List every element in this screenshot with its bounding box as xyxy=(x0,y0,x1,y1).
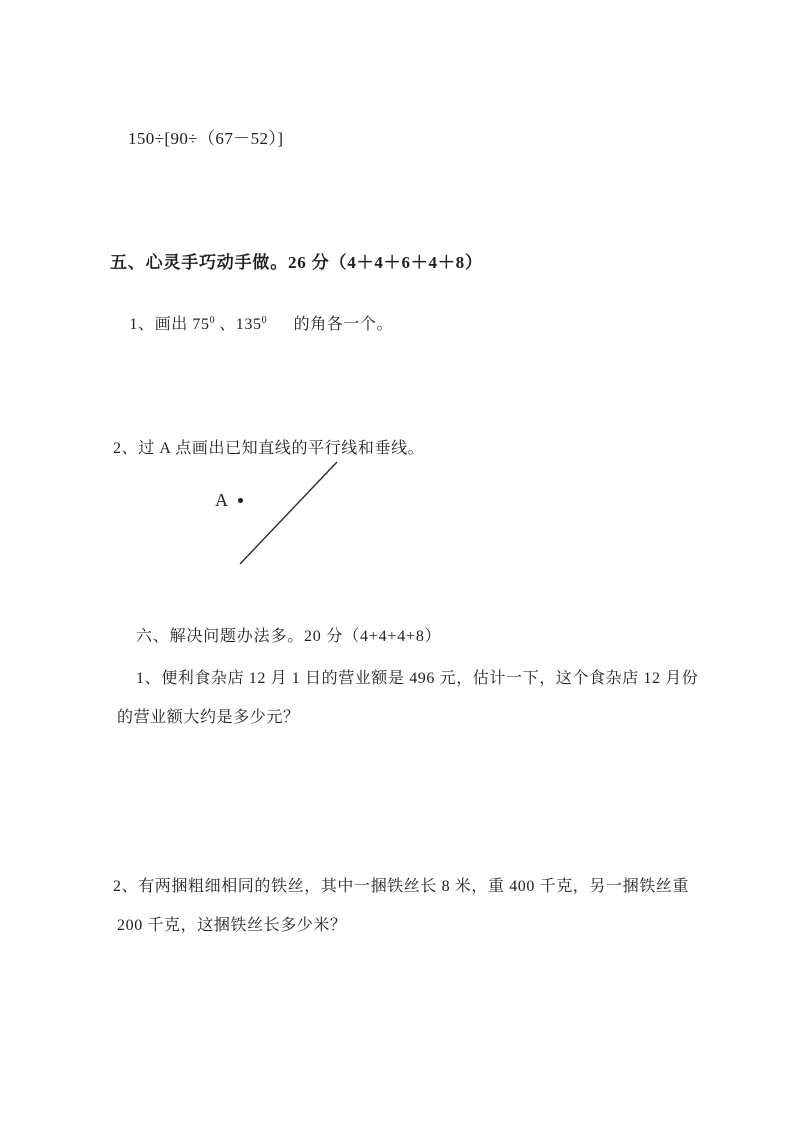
known-line-figure xyxy=(234,456,344,570)
point-a-label: A xyxy=(215,490,228,510)
section5-item2: 2、过 A 点画出已知直线的平行线和垂线。 xyxy=(113,440,425,457)
item1-text-before-sup1: 1、画出 75 xyxy=(129,316,210,333)
problem2-line1: 2、有两捆粗细相同的铁丝，其中一捆铁丝长 8 米，重 400 千克，另一捆铁丝重 xyxy=(113,878,690,895)
section6-heading: 六、解决问题办法多。20 分（4+4+4+8） xyxy=(136,628,442,645)
known-line xyxy=(240,462,337,564)
problem1-line2: 的营业额大约是多少元？ xyxy=(117,709,300,726)
item1-text-after: 的角各一个。 xyxy=(293,316,394,333)
item1-text-before-sup2: 、135 xyxy=(214,316,262,333)
math-expression: 150÷[90÷（67－52）] xyxy=(128,129,284,148)
degree-superscript: 0 xyxy=(209,315,215,326)
problem1-line1: 1、便利食杂店 12 月 1 日的营业额是 496 元，估计一下，这个食杂店 12 月份 xyxy=(136,670,699,687)
section5-item1 xyxy=(111,292,393,358)
section5-heading: 五、心灵手巧动手做。26 分（4＋4＋6＋4＋8） xyxy=(110,253,483,272)
degree-superscript: 0 xyxy=(261,315,267,326)
problem2-line2: 200 千克，这捆铁丝长多少米？ xyxy=(117,917,347,934)
